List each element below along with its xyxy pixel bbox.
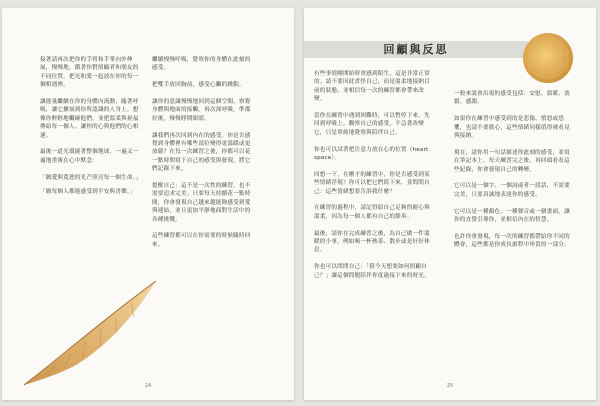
paragraph: 接著請再次把你的手臂和手掌向外伸展，慢慢地，循著你對照顧者和朋友的不同位置，把光和愛一起放在你的每一個相遇裡。 (40, 57, 139, 89)
page-number: 24 (144, 383, 152, 389)
paragraph: 它可以是一個字、一個詞或者一段話，不需要完美，只要真誠地表達你的感受。 (454, 183, 570, 198)
paragraph: 繼續慢慢呼吸，覺察你的身體在此刻的感受。 (152, 57, 251, 72)
left-column-1 (40, 56, 140, 202)
paragraph: 你也可以問問自己：「我今天想要如何照顧自己？」讓這個問題陪伴你度過接下來的時光。 (314, 264, 430, 279)
golden-circle-illustration (522, 32, 574, 84)
paragraph: 當你在練習中遇到困難時，可以暫停下來，先回到呼吸上。觀察自己的感受，不急著改變它，只是單純地覺察與陪伴自己。 (314, 113, 430, 136)
paragraph: 也許你會發現，每一次的練習都帶給你不同的體會，這些都是你成長旅程中珍貴的一部分。 (454, 233, 570, 249)
paragraph: 把雙手放回胸前，感受心臟的跳動。 (152, 82, 245, 89)
paragraph: 這些練習都可以在你需要的時候隨時回來。 (152, 233, 251, 248)
paragraph: 讓能量繼續在你的身體內流動，隨著呼吸，讓它擴展到你所認識的人身上。想像你輕輕地觸碰他們，並把溫柔與祝福傳給每一個人。讓你的心與他們的心相連。 (40, 99, 139, 139)
section-title: 回顧與反思 (383, 43, 449, 56)
left-column-2 (152, 56, 252, 258)
page-number: 25 (446, 383, 454, 389)
right-page (304, 8, 596, 400)
paragraph: 現在，請你用一句話描述你此刻的感受，並寫在筆記本上。每天練習完之後，再回頭看看這些紀錄，你會發現自己的轉變。 (454, 149, 570, 173)
paragraph: 讓我們再次回到內在的感受。你是否感覺到身體裡有哪些部位變得更溫暖或更放鬆？在每一次練習之後，你都可以花一點時間寫下自己的感受與發現，將它們記錄下來。 (152, 132, 251, 173)
left-page (2, 8, 294, 400)
paragraph: 最後，請你在完成練習之後，為自己做一件溫暖的小事，例如喝一杯熱茶、散步或是好好休息。 (314, 230, 430, 254)
paragraph: 如果你在練習中感受到的是悲傷、憤怒或恐懼，也請不要擔心，這些情緒同樣值得被看見與接納。 (454, 116, 570, 140)
feather-illustration (16, 273, 166, 393)
right-column-2 (454, 90, 572, 258)
paragraph: 它可以是一種顏色、一種聲音或一個畫面。讓你的直覺引導你，並相信內在的智慧。 (454, 208, 570, 224)
paragraph: 一般來說會出現的感受包括：安慰、溫暖、放鬆、感謝。 (454, 91, 570, 106)
paragraph: 最後一道光環繞著整個地球，一遍又一遍地重複在心中默念： (40, 149, 139, 164)
right-column-1 (314, 70, 432, 288)
quote: 「願愛與寬恕的光芒照亮每一個生命。」 (40, 174, 142, 181)
paragraph: 回想一下，在剛才的練習中，你是否感受到某些情緒浮現？你可以把它們寫下來，並問問自己：這些情緒想要告訴我什麼？ (314, 171, 430, 195)
quote: 「願每個人都能感受到平安與喜樂。」 (40, 189, 136, 196)
paragraph: 有些事情剛開始時會感到陌生，這是非常正常的。請不要因此責怪自己，而是溫柔地接納目前的狀態，並相信每一次的練習都會帶來改變。 (314, 71, 430, 103)
paragraph: 你也可以試著把注意力放在心的位置（heart space）。 (314, 146, 429, 162)
paragraph: 提醒自己：這不是一次性的練習，也不需要追求完美。只要每天持續花一點時間，你會發現自己越來越能夠感受到愛與連結，並且更加平靜地面對生活中的各種挑戰。 (152, 183, 251, 223)
paragraph: 在練習的過程中，請記得給自己足夠的耐心與溫柔，因為每一個人都有自己的節奏。 (314, 205, 430, 220)
paragraph: 讓你的意識慢慢地回到這個空間，察覺身體與地面的接觸。再次深呼吸，準備好後，慢慢睜開眼睛。 (152, 99, 251, 122)
